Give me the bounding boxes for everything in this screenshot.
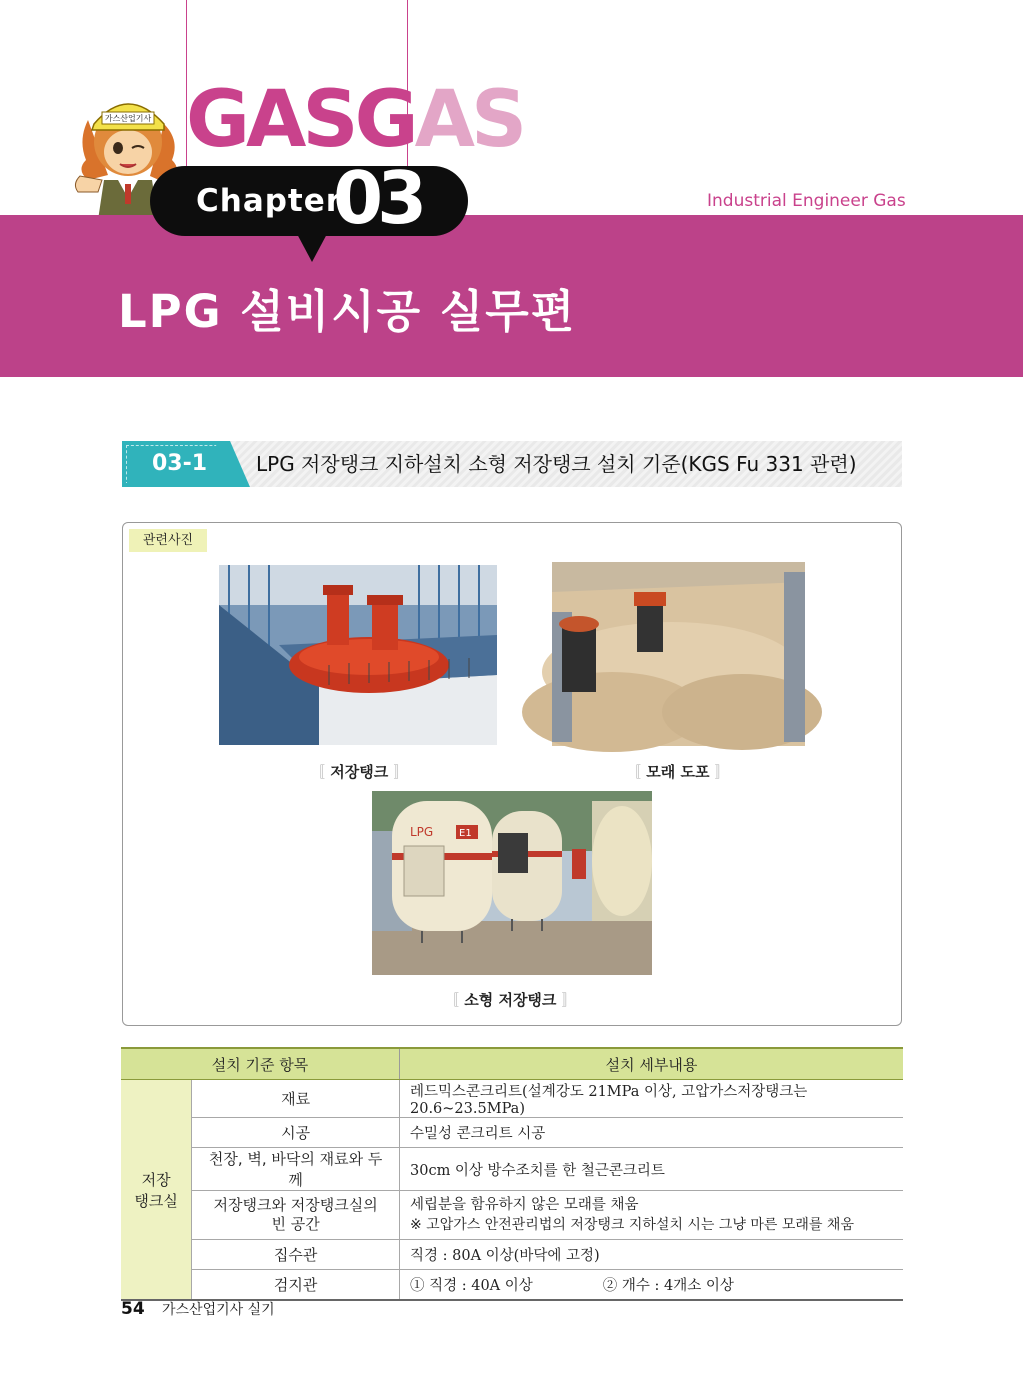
table-header-item: 설치 기준 항목 (121, 1048, 400, 1080)
caption-bracket-close: 〛 (393, 763, 409, 781)
small-storage-tank-photo (372, 791, 652, 975)
table-header-detail: 설치 세부내용 (400, 1048, 904, 1080)
table-row-item: 재료 (192, 1080, 400, 1118)
tank-lpg-text: LPG (410, 825, 434, 839)
chapter-number: 03 (333, 156, 422, 240)
installation-standards-table (121, 1047, 903, 1301)
table-row-detail: 수밀성 콘크리트 시공 (400, 1118, 904, 1148)
table-header-row (121, 1048, 903, 1080)
table-row (121, 1080, 903, 1118)
caption-bracket-open: 〚 (310, 763, 326, 781)
table-row-detail: 30cm 이상 방수조치를 한 철근콘크리트 (400, 1148, 904, 1191)
caption-small-storage-tank (444, 989, 577, 1011)
caption-bracket-close: 〛 (561, 991, 577, 1009)
table-row (121, 1270, 903, 1301)
table-group-label: 저장 탱크실 (121, 1080, 192, 1301)
storage-tank-photo (219, 565, 497, 745)
table-row-detail: 레드믹스콘크리트(설계강도 21MPa 이상, 고압가스저장탱크는 20.6~23.5MPa) (400, 1080, 904, 1118)
sand-covering-photo (552, 562, 805, 746)
caption-text: 저장탱크 (330, 763, 389, 781)
table-row (121, 1118, 903, 1148)
table-row-detail: 직경 : 80A 이상(바닥에 고정) (400, 1240, 904, 1270)
chapter-badge-pointer (296, 232, 328, 262)
mascot-cap-text: 가스산업기사 (104, 114, 152, 123)
table-row (121, 1148, 903, 1191)
table-row-item: 시공 (192, 1118, 400, 1148)
table-row-detail-main: 세립분을 함유하지 않은 모래를 채움 (410, 1197, 639, 1213)
table-row-item: 저장탱크와 저장탱크실의 빈 공간 (192, 1191, 400, 1240)
gas-wordmark-dark: GASG (186, 75, 415, 165)
table-row-detail-note: ※ 고압가스 안전관리법의 저장탱크 지하설치 시는 그냥 마른 모래를 채움 (410, 1217, 854, 1233)
table-row-detail-part-1: ① 직경 : 40A 이상 (410, 1278, 533, 1294)
section-number: 03-1 (152, 451, 208, 476)
chapter-label: Chapter (196, 183, 343, 219)
tank-e1-text: E1 (459, 828, 472, 839)
table-row (121, 1191, 903, 1240)
page-number: 54 (121, 1299, 145, 1319)
caption-text: 모래 도포 (646, 763, 710, 781)
section-heading (122, 441, 902, 487)
caption-sand-covering (626, 761, 730, 783)
table-row-detail (400, 1191, 904, 1240)
chapter-title: LPG 설비시공 실무편 (118, 285, 577, 338)
gas-wordmark (186, 75, 524, 165)
table-row-item: 검지관 (192, 1270, 400, 1301)
caption-bracket-open: 〚 (444, 991, 460, 1009)
table-row-item: 집수관 (192, 1240, 400, 1270)
table-row-detail (400, 1270, 904, 1301)
book-title: 가스산업기사 실기 (162, 1302, 275, 1318)
caption-bracket-open: 〚 (626, 763, 642, 781)
table-row-item: 천장, 벽, 바닥의 재료와 두께 (192, 1148, 400, 1191)
table-row-detail-part-2: ② 개수 : 4개소 이상 (602, 1278, 734, 1294)
gas-wordmark-light: AS (414, 75, 524, 165)
caption-bracket-close: 〛 (714, 763, 730, 781)
subtitle-english: Industrial Engineer Gas (707, 191, 906, 211)
section-title: LPG 저장탱크 지하설치 소형 저장탱크 설치 기준(KGS Fu 331 관련) (256, 452, 857, 476)
table-row (121, 1240, 903, 1270)
related-photos-tag: 관련사진 (129, 529, 207, 552)
caption-storage-tank (310, 761, 408, 783)
caption-text: 소형 저장탱크 (464, 991, 557, 1009)
